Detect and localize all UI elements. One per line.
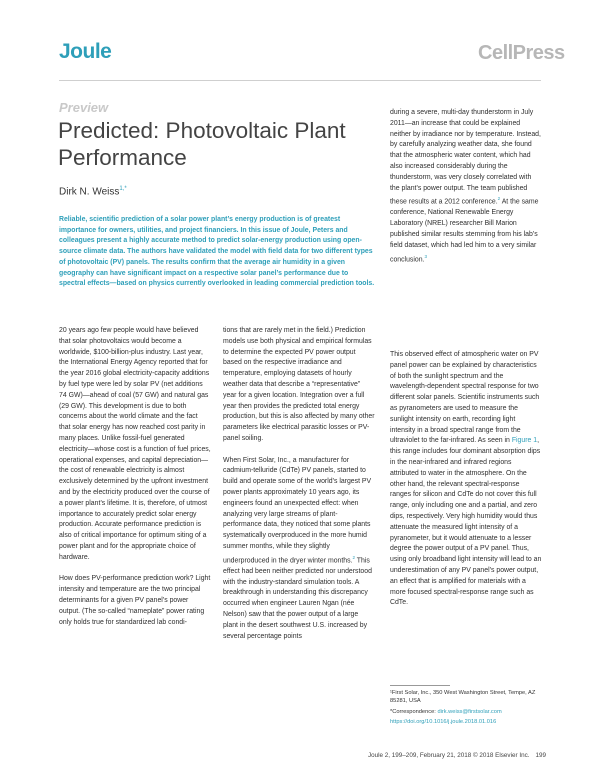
paragraph	[223, 456, 375, 643]
paragraph-text: 20 years ago few people would have believed that solar photovoltaics would become a worldwide, $100-billion-plus industry. Last year, the International Energy Agency reported that for the year 2016 global electricity-capacity additions by fuel type were led by solar PV (net additions 74 GW)—ahead of coal (57 GW) and natural gas (29 GW). This development is due to both concerns about the world climate and the fact that solar energy has now reached cost parity in many places. Unlike fossil-fuel generated electricity—whose cost is a function of fuel prices, operational expenses, and capital depreciation—the cost of renewable electricity is almost exclusively determined by the upfront investment and by the electricity produced over the course of a power plant’s lifetime. It is, therefore, of utmost importance to accurately predict solar energy production. Accurate performance prediction is also of critical importance for optimum siting of a power plant and for the appropriate choice of hardware.	[59, 327, 211, 561]
reference-link[interactable]: 3	[424, 253, 427, 259]
page-number: 199	[535, 752, 546, 759]
doi-link[interactable]: https://doi.org/10.1016/j.joule.2018.01.016	[390, 718, 497, 725]
paragraph-text: , this range includes four dominant absorption dips in the near-infrared and infrared regions attributed to water in the atmosphere. On the other hand, the relevant spectral-response ranges for silicon and CdTe do not cover this full range, only including one and a partial, and zero dips, respectively. Very high humidity would thus attenuate the measured light intensity of a pyranometer, but it would attenuate to a lesser degree the power output of a PV panel. Thus, using only broadband light intensity will lead to an underestimation of any PV panel’s power output, an effect that is amplified for materials with a more focused spectral-response range such as CdTe.	[390, 437, 542, 607]
paragraph-text: tions that are rarely met in the field.) Prediction models use both physical and empirical formulas to determine the expected PV power output based on the respective irradiance and temperature, employing datasets of hourly weather data that describe a “representative” year for a given location. Integration over a full year then provides the predicted total energy production, but this is also affected by many other parameters like electrical parasitic losses or PV-panel soiling.	[223, 327, 375, 442]
email-link[interactable]: dirk.weiss@firstsolar.com	[437, 708, 502, 715]
citation-text: Joule 2, 199–209, February 21, 2018 © 2018 Elsevier Inc.	[368, 752, 530, 759]
paragraph-text: during a severe, multi-day thunderstorm in July 2011—an increase that could be explained neither by irradiance nor by temperature. Instead, by carefully analyzing weather data, she found that the atmospheric water content, which had also increased considerably during the thunderstorm, was very closely correlated with the plant’s power output. The team published these results at a 2012 conference.	[390, 109, 541, 206]
header-divider	[59, 80, 541, 81]
body-column-2	[223, 326, 375, 653]
author-marks: 1,*	[119, 186, 127, 192]
author-name: Dirk N. Weiss	[59, 186, 120, 198]
reference-link[interactable]: 2	[497, 196, 501, 202]
journal-logo: Joule	[59, 40, 112, 63]
correspondence-note	[390, 708, 550, 716]
article-title: Predicted: Photovoltaic Plant Performance	[58, 118, 346, 170]
paragraph	[390, 350, 542, 609]
publisher-logo: CellPress	[478, 42, 565, 64]
abstract: Reliable, scientific prediction of a solar power plant’s energy production is of greatest importance for owners, utilities, and project financiers. In this issue of Joule, Peters and colleagues present a highly accurate method to predict solar-energy production using open-source climate data. The authors have validated the model with field data for two different types of photovoltaic (PV) panels. The results confirm that the average air humidity in a given geography can have significant impact on a respective solar panel’s performance due to spectral effects—based on physics currently overlooked in leading commercial prediction tools.	[59, 216, 375, 288]
footnote-divider	[390, 685, 450, 686]
paragraph-text: How does PV-performance prediction work? Light intensity and temperature are the two principal determinants for a given PV panel’s power output. (The so-called “nameplate” power rating only holds true for standardized lab condi-	[59, 575, 211, 626]
body-column-1	[59, 326, 211, 639]
reference-link[interactable]: 2	[352, 554, 355, 560]
paragraph-text: When First Solar, Inc., a manufacturer for cadmium-telluride (CdTe) PV panels, started to build and operate some of the world’s largest PV power plants approximately 10 years ago, its engineers found an unexpected effect: when analyzing very large streams of plant-performance data, they noticed that some plants systematically overproduced in the more humid summer months, while they slightly underproduced in the dryer winter months.	[223, 456, 372, 565]
section-label: Preview	[59, 100, 109, 115]
page-footer	[368, 752, 546, 759]
paragraph	[59, 574, 211, 628]
paragraph	[390, 108, 542, 266]
correspondence-label: *Correspondence:	[390, 708, 438, 715]
affiliation-note: ¹First Solar, Inc., 350 West Washington Street, Tempe, AZ 85281, USA	[390, 690, 536, 705]
footnotes	[390, 689, 550, 728]
paragraph-text: This effect had been neither predicted nor understood with the industry-standard simulation tools. A breakthrough in understanding this discrepancy occurred when engineer Lauren Ngan (née Nelson) saw that the power output of a large plant in the desert southwest U.S. increased by several percentage points	[223, 557, 372, 640]
paragraph-text: At the same conference, National Renewable Energy Laboratory (NREL) researcher Bill Marion published similar results stemming from his lab’s field dataset, which had led him to a very similar conclusion.	[390, 198, 539, 263]
author-line	[59, 186, 127, 197]
body-column-3	[390, 108, 542, 277]
paragraph	[223, 326, 375, 445]
paragraph	[59, 326, 211, 564]
body-column-3-continued	[390, 350, 542, 620]
figure-link[interactable]: Figure 1	[511, 437, 538, 445]
paragraph-text: This observed effect of atmospheric water on PV panel power can be explained by characteristics of both the sunlight spectrum and the wavelength-dependent spectral response for two different solar panels. Scientific instruments such as pyranometers are used to measure the sunlight intensity on earth, recording light intensity in a broad spectral range from the ultraviolet to the far-infrared. As seen in	[390, 351, 540, 445]
